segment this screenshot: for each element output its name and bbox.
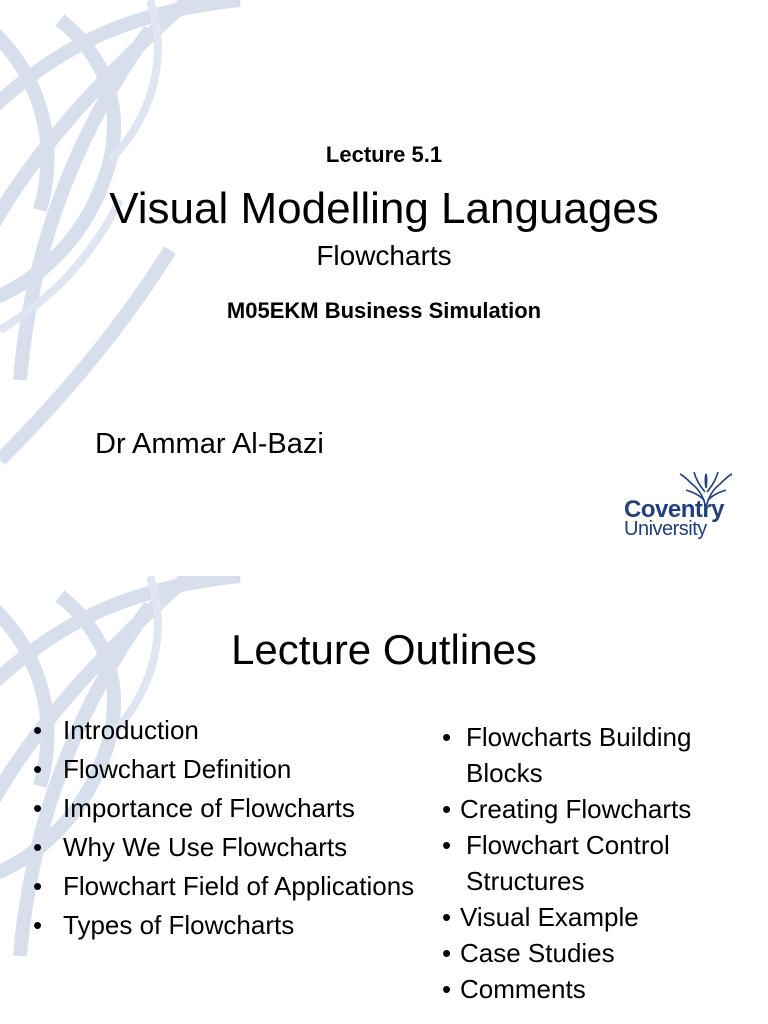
logo-text-university: University (624, 518, 707, 540)
list-item-text: Why We Use Flowcharts (63, 832, 348, 862)
author-name: Dr Ammar Al-Bazi (95, 428, 324, 460)
list-item-text: Flowcharts Building Blocks (466, 722, 692, 788)
list-item-text: Importance of Flowcharts (63, 793, 355, 823)
list-item (28, 830, 418, 864)
bullet-icon: • (33, 754, 43, 784)
bullet-icon: • (33, 910, 43, 940)
bullet-icon: • (33, 793, 43, 823)
list-item-text: Types of Flowcharts (63, 910, 295, 940)
list-item (438, 791, 758, 827)
list-item-text: Flowchart Definition (63, 754, 292, 784)
list-item (28, 752, 418, 786)
list-item-text: Comments (460, 974, 586, 1004)
bullet-icon: • (33, 715, 43, 745)
bullet-icon: • (442, 974, 452, 1004)
outline-list-left (28, 713, 418, 947)
outline-slide (0, 576, 768, 1024)
list-item (438, 827, 758, 899)
bullet-icon: • (33, 871, 43, 901)
slide-subtitle: Flowcharts (316, 240, 452, 271)
logo-text-coventry: Coventry (624, 496, 725, 523)
bullet-icon: • (442, 902, 452, 932)
list-item (438, 971, 758, 1007)
outline-list-right (438, 719, 758, 1007)
bullet-icon: • (442, 794, 452, 824)
lecture-number: Lecture 5.1 (325, 142, 443, 167)
list-item-text: Flowchart Field of Applications (63, 871, 415, 901)
list-item (438, 899, 758, 935)
outline-title: Lecture Outlines (231, 626, 537, 673)
bullet-icon: • (442, 830, 452, 860)
coventry-university-logo (624, 470, 734, 544)
list-item (438, 935, 758, 971)
list-item-text: Visual Example (460, 902, 639, 932)
module-name: M05EKM Business Simulation (226, 298, 542, 323)
list-item-text: Introduction (63, 715, 199, 745)
slide-title: Visual Modelling Languages (109, 184, 659, 233)
list-item-text: Case Studies (460, 938, 615, 968)
bullet-icon: • (33, 832, 43, 862)
list-item (28, 869, 418, 903)
list-item-text: Flowchart Control Structures (466, 830, 670, 896)
bullet-icon: • (442, 938, 452, 968)
list-item-text: Creating Flowcharts (460, 794, 692, 824)
list-item (28, 908, 418, 942)
bullet-icon: • (442, 722, 452, 752)
list-item (28, 713, 418, 747)
list-item (28, 791, 418, 825)
list-item (438, 719, 758, 791)
